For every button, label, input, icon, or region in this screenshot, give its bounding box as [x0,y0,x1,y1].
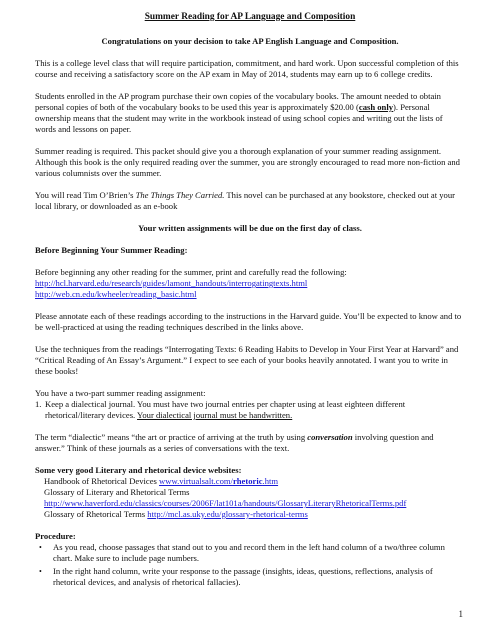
paragraph-vocabulary [35,91,465,135]
document-title: Summer Reading for AP Language and Composition [144,12,356,22]
websites-heading: Some very good Literary and rhetorical device websites: [35,465,242,475]
list-item-number: 1. [35,399,42,409]
list-item [35,566,465,588]
due-notice: Your written assignments will be due on the first day of class. [138,223,362,233]
vocab-text-part-1: Students enrolled in the AP program purchase their own copies of the vocabulary books. The amount needed to obtain personal copies of both of the vocabulary books to be used this year is approximately $20.00 ( [35,91,441,112]
book-text-part-1: You will read Tim O’Brien’s [35,190,136,200]
page-number: 1 [458,609,463,619]
reading-basic-link[interactable]: http://web.cn.edu/kwheeler/reading_basic.html [35,289,197,299]
bullet-icon: • [39,543,42,552]
virtualsalt-link-part-3[interactable]: .htm [262,476,279,486]
assignment-list [35,399,465,421]
list-item-body [45,399,465,421]
procedure-step-1: As you read, choose passages that stand out to you and record them in the left hand column of a two/three column chart. Make sure to include page numbers. [53,542,445,563]
paragraph-dialectic [35,432,465,454]
cash-only-emphasis: cash only [358,102,394,112]
vocab-text-part-2: ). Personal ownership means that the student may write in the workbook instead of using school copies and writing out the lists of words and lessons on paper. [35,102,443,134]
paragraph-techniques: Use the techniques from the readings “Interrogating Texts: 6 Reading Habits to Develop in Your First Year at Harvard” and “Critical Reading of An Essay’s Argument.” I expect to see each of your books heavily annotated. I want you to write in these books! [35,344,459,376]
bullet-icon: • [39,567,42,576]
assignment-text: Keep a dialectical journal. You must have two journal entries per chapter using at least eighteen different rhetorical/literary devices. [45,399,406,420]
website-label: Glossary of Rhetorical Terms [44,509,148,519]
paragraph-college-level: This is a college level class that will require participation, commitment, and hard work. Upon successful completion of this course and receiving a satisfactory score on the AP exam in May of 2014, students may earn up to 6 college credits. [35,58,459,79]
website-label: Handbook of Rhetorical Devices [44,476,160,486]
book-title: The Things They Carried. [135,190,225,200]
handwritten-requirement: Your dialectical journal must be handwritten. [137,410,293,420]
list-item [35,542,465,564]
document-body [35,12,465,590]
website-entry-handbook [35,476,465,487]
congratulations-line: Congratulations on your decision to take AP English Language and Composition. [101,36,399,46]
websites-section [35,465,465,520]
virtualsalt-link-part-2[interactable]: rhetoric [232,476,263,486]
paragraph-book [35,190,465,212]
virtualsalt-link-part-1[interactable]: www.virtualsalt.com/ [159,476,233,486]
paragraph-annotate: Please annotate each of these readings according to the instructions in the Harvard guide. You’ll be expected to know and to be well-practiced at using the reading techniques described in the links above. [35,311,462,332]
dialectic-text-part-2: involving question and answer.” Think of these journals as a series of conversations with the text. [35,432,434,453]
procedure-heading: Procedure: [35,531,76,541]
website-entry-glossary-rhetorical [35,509,465,520]
website-entry-haverford [35,498,465,509]
procedure-list [35,542,465,588]
virtualsalt-link[interactable] [159,476,278,486]
before-reading-heading: Before Beginning Your Summer Reading: [35,245,188,255]
procedure-step-2: In the right hand column, write your response to the passage (insights, ideas, questions, reflections, analysis of rhetorical devices, and analysis of rhetorical fallacies). [53,566,433,587]
list-item [35,399,465,421]
uky-glossary-link[interactable]: http://mcl.as.uky.edu/glossary-rhetorical-terms [147,509,308,519]
haverford-link[interactable]: http://www.haverford.edu/classics/courses/2006F/lat101a/handouts/GlossaryLiteraryRhetoricalTerms.pdf [44,498,407,508]
conversation-emphasis: conversation [307,432,353,442]
website-entry-glossary-literary: Glossary of Literary and Rhetorical Terms [44,487,190,497]
harvard-guide-link-text[interactable]: http://hcl.harvard.edu/research/guides/lamont_handouts/interrogatingtexts.html [35,278,308,288]
harvard-guide-link[interactable] [35,278,465,289]
two-part-intro: You have a two-part summer reading assignment: [35,388,206,398]
book-text-part-2: This novel can be purchased at any bookstore, checked out at your local library, or downloaded as an e-book [35,190,456,211]
dialectic-text-part-1: The term “dialectic” means “the art or practice of arriving at the truth by using [35,432,308,442]
paragraph-summer-required: Summer reading is required. This packet should give you a thorough explanation of your summer reading assignment. Although this book is the only required reading over the summer, you are strongly encouraged to read more non-fiction and various columnists over the summer. [35,146,460,178]
before-reading-intro: Before beginning any other reading for the summer, print and carefully read the following: [35,267,347,277]
